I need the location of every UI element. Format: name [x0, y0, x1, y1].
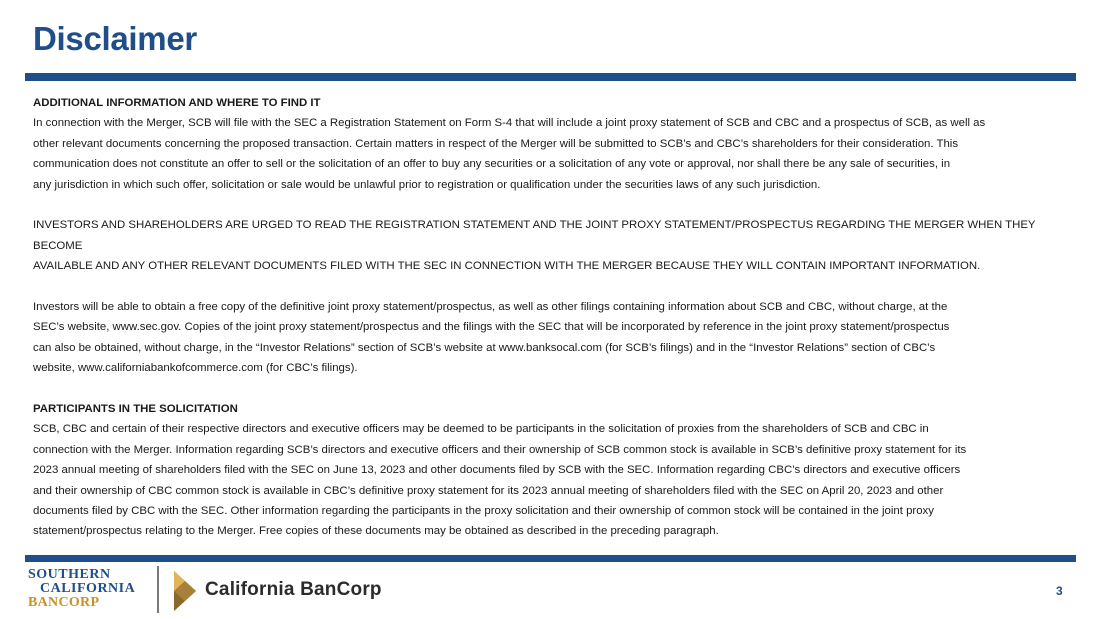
- paragraph-line: communication does not constitute an offer to sell or the solicitation of an offer to buy any securities or a solicitation of any vote or approval, nor shall there be any sale of securities, in: [33, 158, 951, 171]
- paragraph-line: can also be obtained, without charge, in the “Investor Relations” section of SCB’s website at www.banksocal.com (for SCB’s filings) and in the “Investor Relations” section of CBC’s: [33, 341, 936, 354]
- logo-text-line: SOUTHERN: [28, 567, 111, 582]
- footer-divider: [25, 555, 1076, 562]
- paragraph-line: In connection with the Merger, SCB will file with the SEC a Registration Statement on Form S-4 that will include a joint proxy statement of SCB and CBC and a prospectus of SCB, as well as: [33, 117, 986, 130]
- paragraph-line: statement/prospectus relating to the Merger. Free copies of these documents may be obtained as described in the preceding paragraph.: [33, 525, 719, 538]
- paragraph-line: AVAILABLE AND ANY OTHER RELEVANT DOCUMENTS FILED WITH THE SEC IN CONNECTION WITH THE MERGER BECAUSE THEY WILL CONTAIN IMPORTANT INFORMATION.: [33, 260, 981, 273]
- paragraph-gap: [33, 277, 1073, 297]
- paragraph-line: and their ownership of CBC common stock is available in CBC’s definitive proxy statement for its 2023 annual meeting of shareholders filed with the SEC on April 20, 2023 and other: [33, 484, 944, 497]
- logo-text-line: BANCORP: [28, 595, 100, 610]
- paragraph-gap: [33, 379, 1073, 399]
- logo-text-line: CALIFORNIA: [40, 581, 136, 596]
- disclaimer-body: [33, 93, 1073, 542]
- california-bancorp-logo-text: California BanCorp: [205, 579, 382, 600]
- paragraph-line: SEC’s website, www.sec.gov. Copies of the joint proxy statement/prospectus and the filings with the SEC that will be incorporated by reference in the joint proxy statement/prospectus: [33, 321, 950, 334]
- paragraph-line: INVESTORS AND SHAREHOLDERS ARE URGED TO READ THE REGISTRATION STATEMENT AND THE JOINT PROXY STATEMENT/PROSPECTUS REGARDING THE MERGER WHEN THEY BECOME: [33, 219, 1036, 252]
- header-divider: [25, 73, 1076, 81]
- paragraph-line: website, www.californiabankofcommerce.com (for CBC’s filings).: [33, 362, 358, 375]
- section-heading-additional-info: ADDITIONAL INFORMATION AND WHERE TO FIND IT: [33, 97, 321, 109]
- page-number: 3: [1056, 584, 1063, 598]
- page-title: Disclaimer: [33, 20, 197, 57]
- paragraph-line: other relevant documents concerning the proposed transaction. Certain matters in respect of the Merger will be submitted to SCB’s and CBC’s shareholders for their consideration. This: [33, 137, 959, 150]
- paragraph-line: Investors will be able to obtain a free copy of the definitive joint proxy statement/prospectus, as well as other filings containing information about SCB and CBC, without charge, at the: [33, 301, 948, 314]
- paragraph-line: documents filed by CBC with the SEC. Other information regarding the participants in the proxy solicitation and their ownership of common stock will be contained in the joint proxy: [33, 505, 934, 518]
- logo-divider: [157, 566, 159, 613]
- california-bancorp-mark-icon: [172, 569, 198, 613]
- paragraph-line: 2023 annual meeting of shareholders filed with the SEC on June 13, 2023 and other documents filed by SCB with the SEC. Information regarding CBC’s directors and executive officers: [33, 464, 961, 477]
- paragraph-line: connection with the Merger. Information regarding SCB’s directors and executive officers and their ownership of SCB common stock is available in SCB’s definitive proxy statement for its: [33, 443, 967, 456]
- paragraph-line: SCB, CBC and certain of their respective directors and executive officers may be deemed to be participants in the solicitation of proxies from the shareholders of SCB and CBC in: [33, 423, 929, 436]
- southern-california-bancorp-logo: [28, 568, 148, 614]
- paragraph-gap: [33, 195, 1073, 215]
- paragraph-line: any jurisdiction in which such offer, solicitation or sale would be unlawful prior to registration or qualification under the securities laws of any such jurisdiction.: [33, 178, 821, 191]
- section-heading-participants: PARTICIPANTS IN THE SOLICITATION: [33, 403, 238, 416]
